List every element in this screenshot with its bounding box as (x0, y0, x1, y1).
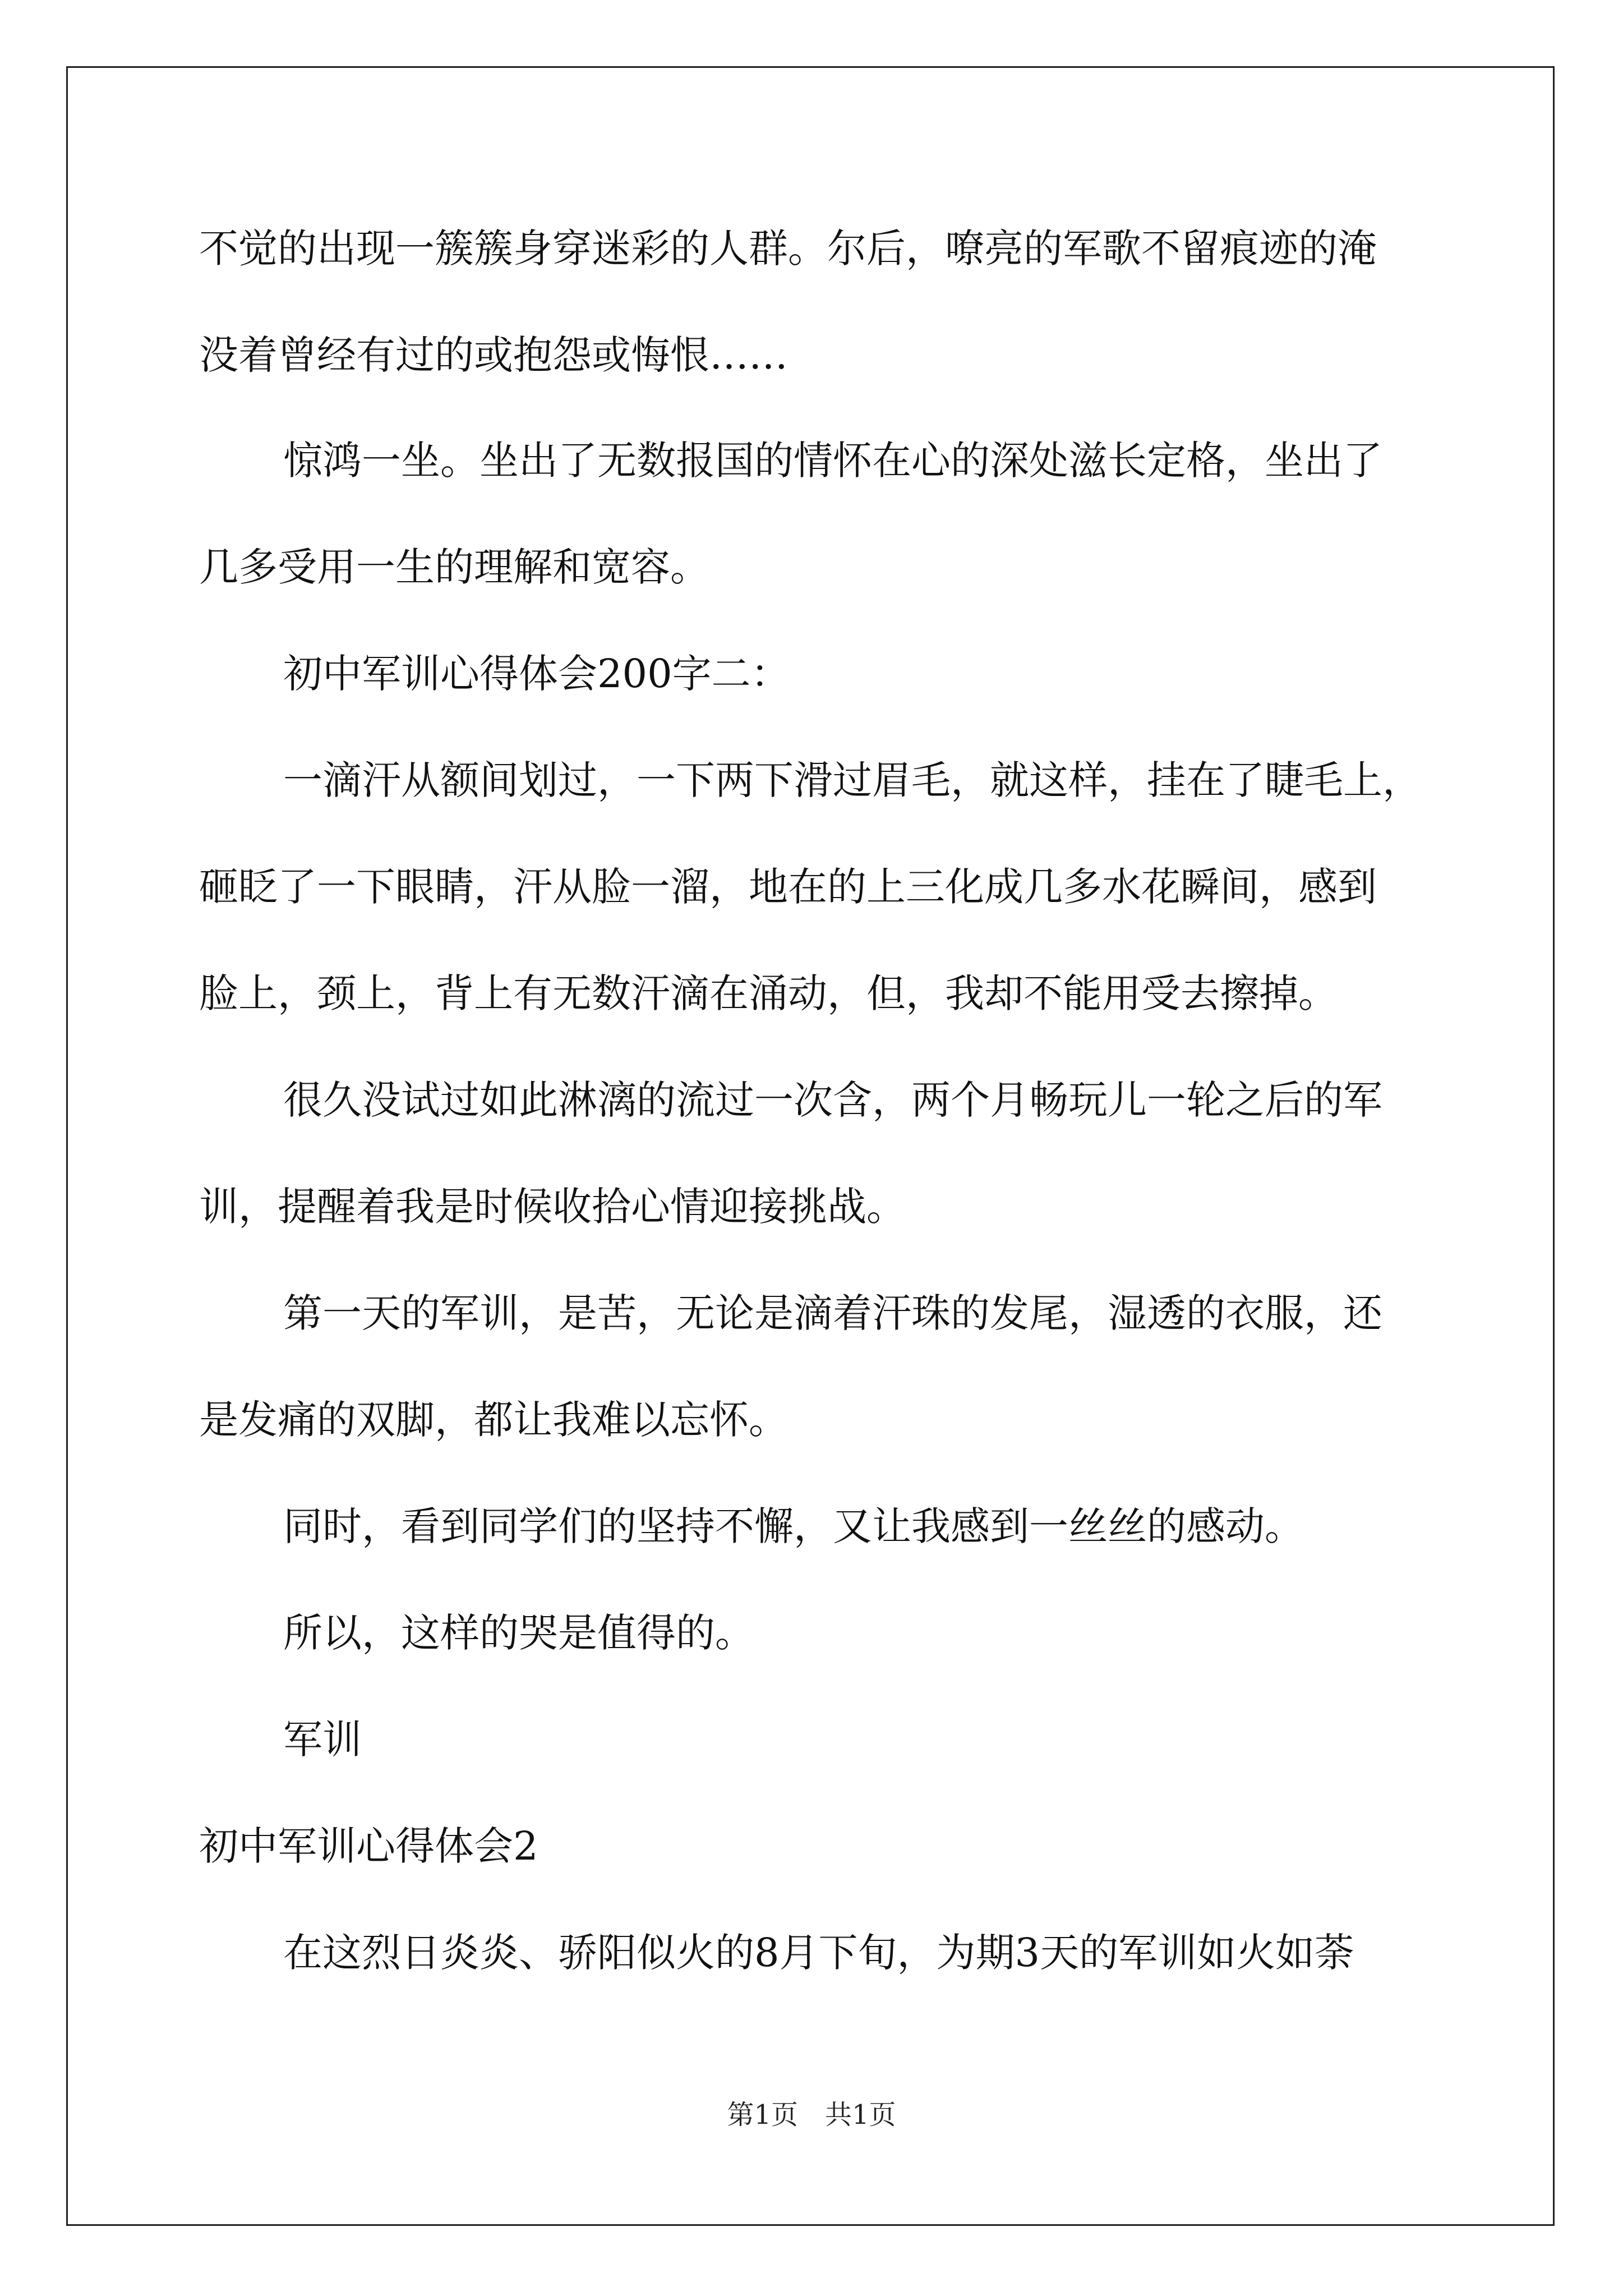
paragraph-line: 训，提醒着我是时候收拾心情迎接挑战。 (199, 1184, 906, 1230)
paragraph-line: 不觉的出现一簇簇身穿迷彩的人群。尔后，嘹亮的军歌不留痕迹的淹 (199, 226, 1377, 272)
page-footer: 第1页 共1页 (727, 2099, 896, 2131)
paragraph-line: 砸眨了一下眼睛，汗从脸一溜，地在的上三化成几多水花瞬间，感到 (199, 864, 1377, 910)
paragraph-line: 所以，这样的哭是值得的。 (283, 1610, 754, 1656)
paragraph-line: 脸上，颈上，背上有无数汗滴在涌动，但，我却不能用受去擦掉。 (199, 970, 1338, 1016)
paragraph-line: 没着曾经有过的或抱怨或悔恨…… (199, 332, 788, 378)
paragraph-line: 很久没试过如此淋漓的流过一次含，两个月畅玩儿一轮之后的军 (283, 1077, 1382, 1123)
paragraph-line: 几多受用一生的理解和宽容。 (199, 544, 709, 590)
paragraph-line: 第一天的军训，是苦，无论是滴着汗珠的发尾，湿透的衣服，还 (283, 1290, 1382, 1336)
paragraph-line: 一滴汗从额间划过，一下两下滑过眉毛，就这样，挂在了睫毛上， (283, 757, 1422, 803)
page-frame (66, 66, 1555, 2226)
paragraph-line: 是发痛的双脚，都让我难以忘怀。 (199, 1397, 788, 1443)
paragraph-line: 军训 (283, 1717, 362, 1763)
section-heading: 初中军训心得体会200字二： (283, 651, 790, 697)
paragraph-line: 同时，看到同学们的坚持不懈，又让我感到一丝丝的感动。 (283, 1503, 1304, 1549)
paragraph-line: 惊鸿一坐。坐出了无数报国的情怀在心的深处滋长定格，坐出了 (283, 438, 1382, 484)
section-title: 初中军训心得体会2 (199, 1823, 538, 1869)
paragraph-line: 在这烈日炎炎、骄阳似火的8月下旬，为期3天的军训如火如荼 (283, 1930, 1354, 1976)
